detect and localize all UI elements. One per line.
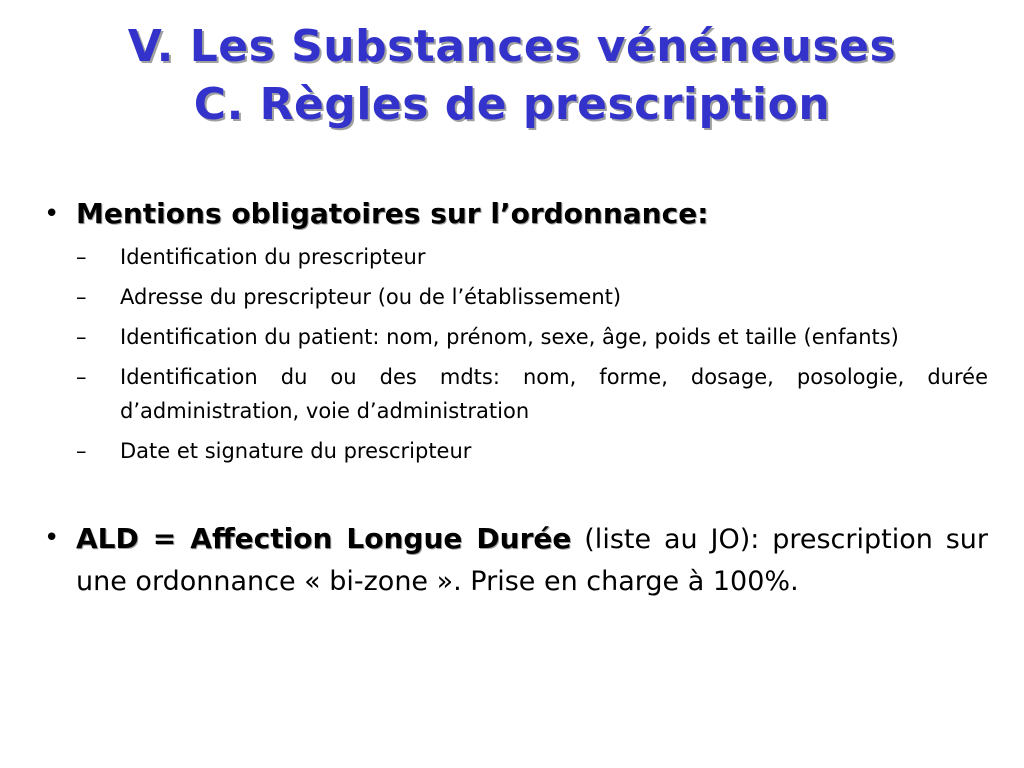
ald-definition: ALD = Affection Longue Durée [76,522,572,555]
list-item-text: Identification du ou des mdts: nom, forme, dosage, posologie, durée d’administration, voie d’administration [120,365,988,423]
bullet-body [76,194,988,474]
list-item [76,320,988,354]
list-item-text: Date et signature du prescripteur [120,439,472,463]
slide-title [0,18,1024,134]
mentions-list [76,240,988,468]
slide-title-line-1: V. Les Substances vénéneuses [127,21,897,72]
bullet-mentions [44,194,988,474]
list-item-text: Identification du patient: nom, prénom, sexe, âge, poids et taille (enfants) [120,325,899,349]
mentions-heading: Mentions obligatoires sur l’ordonnance: [76,197,709,230]
list-item [76,360,988,428]
dash-marker: – [76,439,87,463]
list-item-text: Identification du prescripteur [120,245,426,269]
dash-marker: – [76,365,87,389]
bullet-marker: • [44,199,60,229]
ald-description: (liste au JO): prescription sur une ordonnance « bi-zone ». Prise en charge à 100%. [76,524,988,597]
bullet-marker: • [44,523,60,553]
bullet-ald [44,518,988,603]
list-item-text: Adresse du prescripteur (ou de l’établissement) [120,285,622,309]
ald-paragraph [76,518,988,603]
dash-marker: – [76,325,87,349]
dash-marker: – [76,285,87,309]
dash-marker: – [76,245,87,269]
list-item [76,434,988,468]
list-item [76,280,988,314]
slide-title-line-2: C. Règles de prescription [193,79,831,130]
slide-body [44,194,988,603]
list-item [76,240,988,274]
